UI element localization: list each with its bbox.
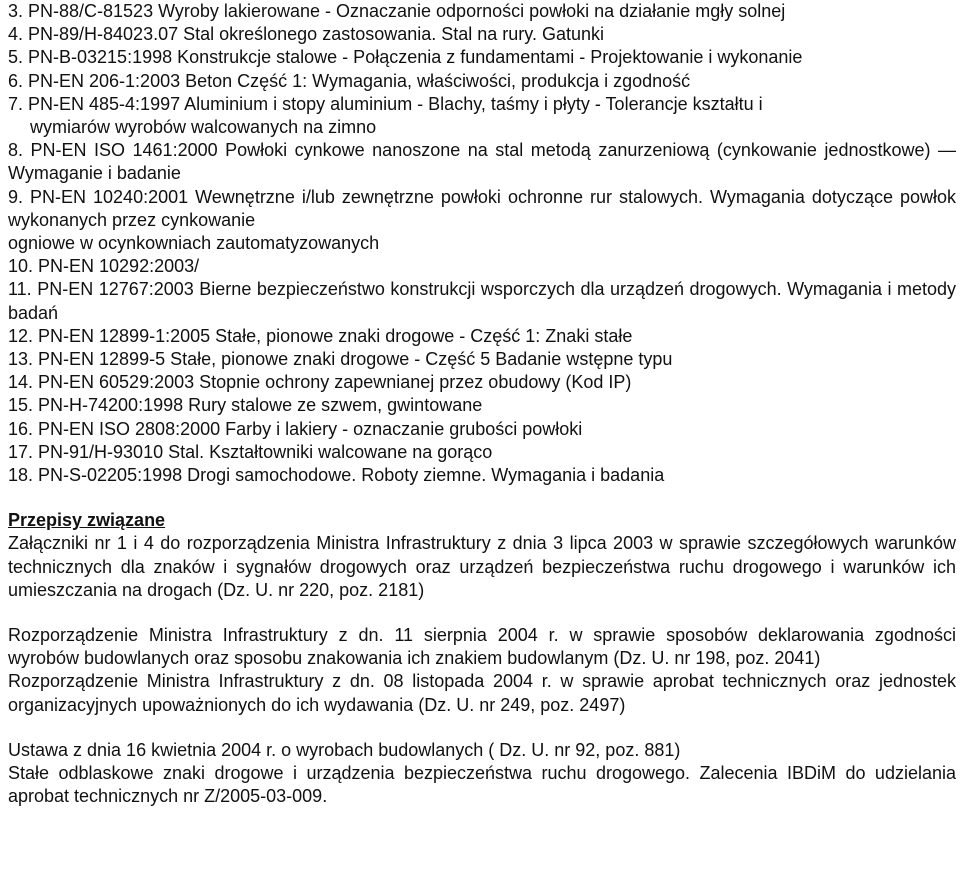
list-item: 9. PN-EN 10240:2001 Wewnętrzne i/lub zewnętrzne powłoki ochronne rur stalowych. Wymagania dotyczące powłok wykonanych przez cynkowanie	[8, 186, 956, 230]
list-item: 18. PN-S-02205:1998 Drogi samochodowe. Roboty ziemne. Wymagania i badania	[8, 465, 665, 486]
list-item: 15. PN-H-74200:1998 Rury stalowe ze szwem, gwintowane	[8, 395, 483, 416]
list-item: 10. PN-EN 10292:2003/	[8, 256, 200, 277]
list-item-continuation: wymiarów wyrobów walcowanych na zimno	[30, 117, 377, 138]
list-item: 11. PN-EN 12767:2003 Bierne bezpieczeństwo konstrukcji wsporczych dla urządzeń drogowych. Wymagania i metody badań	[8, 279, 956, 323]
list-item: 6. PN-EN 206-1:2003 Beton Część 1: Wymagania, właściwości, produkcja i zgodność	[8, 70, 691, 91]
list-item: 7. PN-EN 485-4:1997 Aluminium i stopy aluminium - Blachy, taśmy i płyty - Tolerancje kształtu i	[8, 93, 763, 114]
list-item: 3. PN-88/C-81523 Wyroby lakierowane - Oznaczanie odporności powłoki na działanie mgły solnej	[8, 1, 786, 21]
list-item: 4. PN-89/H-84023.07 Stal określonego zastosowania. Stal na rury. Gatunki	[8, 24, 604, 45]
paragraph: Załączniki nr 1 i 4 do rozporządzenia Ministra Infrastruktury z dnia 3 lipca 2003 w sprawie szczegółowych warunków technicznych dla znaków i sygnałów drogowych oraz urządzeń bezpieczeństwa ruchu drogowego i warunków ich umieszczania na drogach (Dz. U. nr 220, poz. 2181)	[8, 533, 956, 600]
list-item: 13. PN-EN 12899-5 Stałe, pionowe znaki drogowe - Część 5 Badanie wstępne typu	[8, 349, 673, 370]
list-item: 14. PN-EN 60529:2003 Stopnie ochrony zapewnianej przez obudowy (Kod IP)	[8, 372, 632, 393]
list-item: 17. PN-91/H-93010 Stal. Kształtowniki walcowane na gorąco	[8, 441, 493, 462]
paragraph: Ustawa z dnia 16 kwietnia 2004 r. o wyrobach budowlanych ( Dz. U. nr 92, poz. 881)	[8, 739, 681, 760]
section-heading: Przepisy związane	[8, 510, 166, 531]
paragraph: Stałe odblaskowe znaki drogowe i urządzenia bezpieczeństwa ruchu drogowego. Zalecenia IBDiM do udzielania aprobat technicznych nr Z/2005-03-009.	[8, 763, 956, 807]
paragraph: Rozporządzenie Ministra Infrastruktury z dn. 11 sierpnia 2004 r. w sprawie sposobów deklarowania zgodności wyrobów budowlanych oraz sposobu znakowania ich znakiem budowlanym (Dz. U. nr 198, poz. 2041)	[8, 625, 956, 669]
list-item: 16. PN-EN ISO 2808:2000 Farby i lakiery - oznaczanie grubości powłoki	[8, 418, 583, 439]
list-item-continuation: ogniowe w ocynkowniach zautomatyzowanych	[8, 233, 380, 254]
standards-list	[8, 0, 956, 487]
list-item: 8. PN-EN ISO 1461:2000 Powłoki cynkowe nanoszone na stal metodą zanurzeniową (cynkowanie jednostkowe) — Wymaganie i badanie	[8, 140, 956, 184]
list-item: 12. PN-EN 12899-1:2005 Stałe, pionowe znaki drogowe - Część 1: Znaki stałe	[8, 325, 633, 346]
document-page	[8, 0, 956, 809]
list-item: 5. PN-B-03215:1998 Konstrukcje stalowe - Połączenia z fundamentami - Projektowanie i wykonanie	[8, 47, 803, 68]
paragraph: Rozporządzenie Ministra Infrastruktury z dn. 08 listopada 2004 r. w sprawie aprobat technicznych oraz jednostek organizacyjnych upoważnionych do ich wydawania (Dz. U. nr 249, poz. 2497)	[8, 671, 956, 715]
